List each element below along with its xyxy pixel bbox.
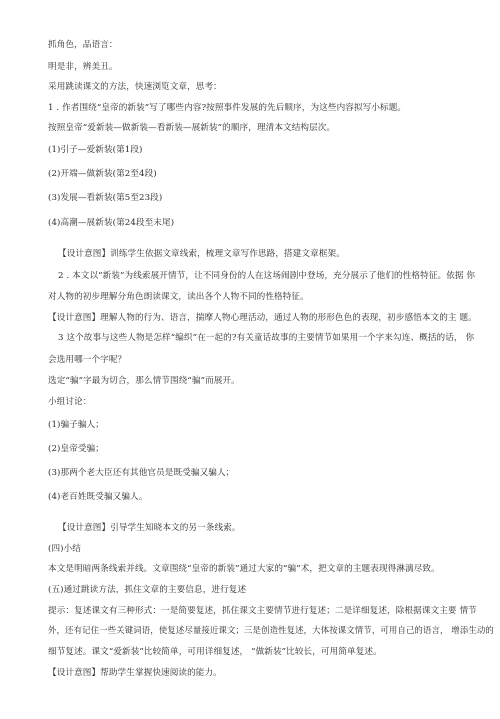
- section-heading: (五)通过跳读方法，抓住文章的主要信息，进行复述: [48, 585, 247, 595]
- text-line: (4)老百姓既受骗又骗人。: [48, 492, 148, 502]
- text-line: 细节复述。课文“爱新装”比较简单，可用详细复述， “做新装”比较长，可用简单复述。: [48, 647, 382, 657]
- text-line: 小组讨论：: [48, 397, 92, 407]
- design-intent-line: 【设计意图】帮助学生掌握快速阅读的能力。: [48, 668, 222, 678]
- text-line: 选定“骗”字最为切合，那么情节围绕“骗”而展开。: [48, 376, 240, 386]
- text-line: 按照皇帝“爱新装—做新装—看新装—展新装”的顺序，理清本文结构层次。: [48, 123, 336, 133]
- text-line: (2)开端—做新装(第2至4段): [48, 169, 157, 179]
- text-line: (4)高潮—展新装(第24段至末尾): [48, 218, 175, 228]
- text-line: 采用跳读课文的方法，快速浏览文章，思考：: [48, 82, 222, 92]
- text-line: 会选用哪一个字呢？: [48, 355, 127, 365]
- text-line: (1)骗子骗人；: [48, 420, 104, 430]
- text-line: (2)皇帝受骗；: [48, 444, 104, 454]
- design-intent-line: 【设计意图】引导学生知晓本文的另一条线索。: [58, 523, 241, 533]
- design-intent-line: 【设计意图】训练学生依据文章线索，梳理文章写作思路，搭建文章框架。: [58, 249, 345, 259]
- text-line: 2 . 本文以“新装”为线索展开情节，让不同身份的人在这场闹剧中登场，充分展示了他们的性格特征。依据 你: [58, 271, 476, 281]
- text-line: 本文是明暗两条线索并线。文章围绕“皇帝的新装”通过大家的“骗”术，把文章的主题表现得淋漓尽致。: [48, 564, 440, 574]
- section-heading: (四)小结: [48, 544, 81, 554]
- text-line: 3 这个故事与这些人物是怎样“编织”在一起的?有关童话故事的主要情节如果用一个字来勾连、概括的话， 你: [58, 333, 475, 343]
- text-line: (3)发展—看新装(第5至23段): [48, 193, 163, 203]
- text-line: (1)引子—爱新装(第1段): [48, 145, 143, 155]
- text-line: 提示：复述课文有三种形式：一是简要复述，抓住课文主要情节进行复述；二是详细复述，除根据课文主要 情节: [48, 606, 477, 616]
- text-line: 抓角色，品语言：: [48, 40, 118, 50]
- text-line: 外，还有记住一些关键词语，使复述尽量接近课文；三是创造性复述，大体按课文情节，可用自己的语言， 增添生动的: [48, 626, 494, 636]
- text-line: (3)那两个老大臣还有其他官员是既受骗又骗人；: [48, 468, 235, 478]
- text-line: 明是非，辨美丑。: [48, 62, 118, 72]
- design-intent-line: 【设计意图】理解人物的行为、语言，揣摩人物心理活动，通过人物的形形色色的表现，初步感悟本文的主 题。: [48, 313, 477, 323]
- text-line: 1 . 作者围绕“皇帝的新装”写了哪些内容?按照事件发展的先后顺序，为这些内容拟写小标题。: [48, 103, 407, 113]
- text-line: 对人物的初步理解分角色朗读课文，读出各个人物不同的性格特征。: [48, 292, 309, 302]
